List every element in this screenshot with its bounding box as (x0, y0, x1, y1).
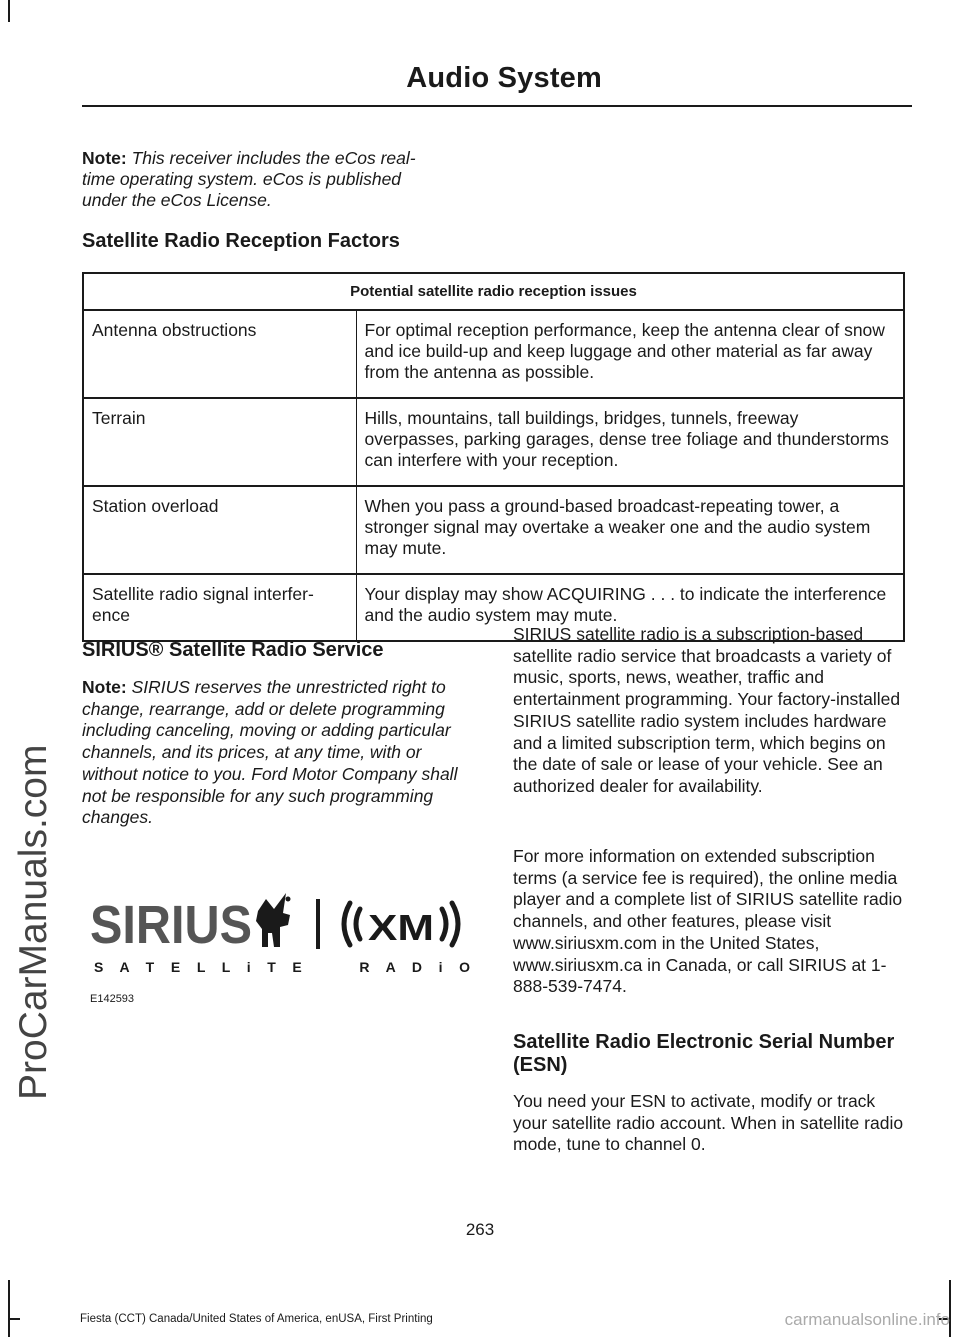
dog-icon (256, 893, 291, 947)
sirius-paragraph-2: For more information on extended subscription terms (a service fee is required), the online media player and a complete list of SIRIUS satellite radio channels, and other features, please visit www.siriusxm.com in the United States, www.siriusxm.ca in Canada, or call SIRIUS at 1-888-539-7474. (513, 846, 903, 997)
table-cell-issue: Station overload (83, 486, 356, 574)
table-header: Potential satellite radio reception issues (83, 273, 904, 310)
section-heading-esn: Satellite Radio Electronic Serial Number (ESN) (513, 1031, 895, 1076)
crop-mark (8, 1318, 20, 1320)
table-cell-detail: Your display may show ACQUIRING . . . to indicate the interference and the audio system may mute. (356, 574, 904, 641)
reception-issues-table (82, 272, 905, 642)
note-text: SIRIUS reserves the unrestricted right to change, rearrange, add or delete programming including canceling, moving or adding particular channels, and its prices, at any time, with or without notice to you. Ford Motor Company shall not be responsible for any such programming changes. (82, 677, 458, 828)
table-header-row (83, 273, 904, 310)
sirius-paragraph-1: SIRIUS satellite radio is a subscription-based satellite radio service that broadcasts a variety of music, sports, news, weather, traffic and entertainment programming. Your factory-installed SIRIUS satellite radio system includes hardware and a limited subscription term, which begins on the date of sale or lease of your vehicle. See an authorized dealer for availability. (513, 624, 901, 796)
table-cell-detail: For optimal reception performance, keep the antenna clear of snow and ice build-up and keep luggage and other material as far away from the antenna as possible. (356, 310, 904, 398)
logo-divider (316, 899, 320, 949)
logo-tagline: S A T E L L i T E R A D i O (94, 959, 471, 975)
table-cell-detail: When you pass a ground-based broadcast-repeating tower, a stronger signal may overtake a weaker one and the audio system may mute. (356, 486, 904, 574)
note-label: Note: (82, 677, 127, 697)
table-cell-issue: Satellite radio signal interfer-ence (83, 574, 356, 641)
note-sirius (82, 677, 477, 829)
esn-paragraph: You need your ESN to activate, modify or track your satellite radio account. When in satellite radio mode, tune to channel 0. (513, 1091, 904, 1155)
note-ecos (82, 148, 432, 211)
note-text: This receiver includes the eCos real-time operating system. eCos is published under the eCos License. (82, 148, 416, 210)
table-cell-issue: Antenna obstructions (83, 310, 356, 398)
siriusxm-logo (90, 885, 475, 980)
logo-sirius-word: SIRIUS (90, 895, 252, 955)
page-title: Audio System (406, 62, 602, 94)
side-watermark: ProCarManuals.com (12, 744, 55, 1100)
header-divider (82, 105, 912, 107)
table-cell-detail: Hills, mountains, tall buildings, bridges, tunnels, freeway overpasses, parking garages, dense tree foliage and thunderstorms can interfere with your reception. (356, 398, 904, 486)
page-number: 263 (465, 1220, 495, 1239)
logo-xm-word: XM (368, 907, 434, 948)
footer-site-watermark: carmanualsonline.info (784, 1310, 950, 1329)
crop-mark (8, 1280, 10, 1337)
table-row (83, 486, 904, 574)
crop-mark (8, 0, 10, 22)
table-row (83, 310, 904, 398)
table-cell-issue: Terrain (83, 398, 356, 486)
footer-text: Fiesta (CCT) Canada/United States of America, enUSA, First Printing (80, 1313, 433, 1325)
table-row (83, 398, 904, 486)
section-heading-reception: Satellite Radio Reception Factors (82, 230, 400, 252)
image-id: E142593 (90, 993, 135, 1005)
section-heading-sirius: SIRIUS® Satellite Radio Service (82, 639, 384, 661)
note-label: Note: (82, 148, 127, 168)
